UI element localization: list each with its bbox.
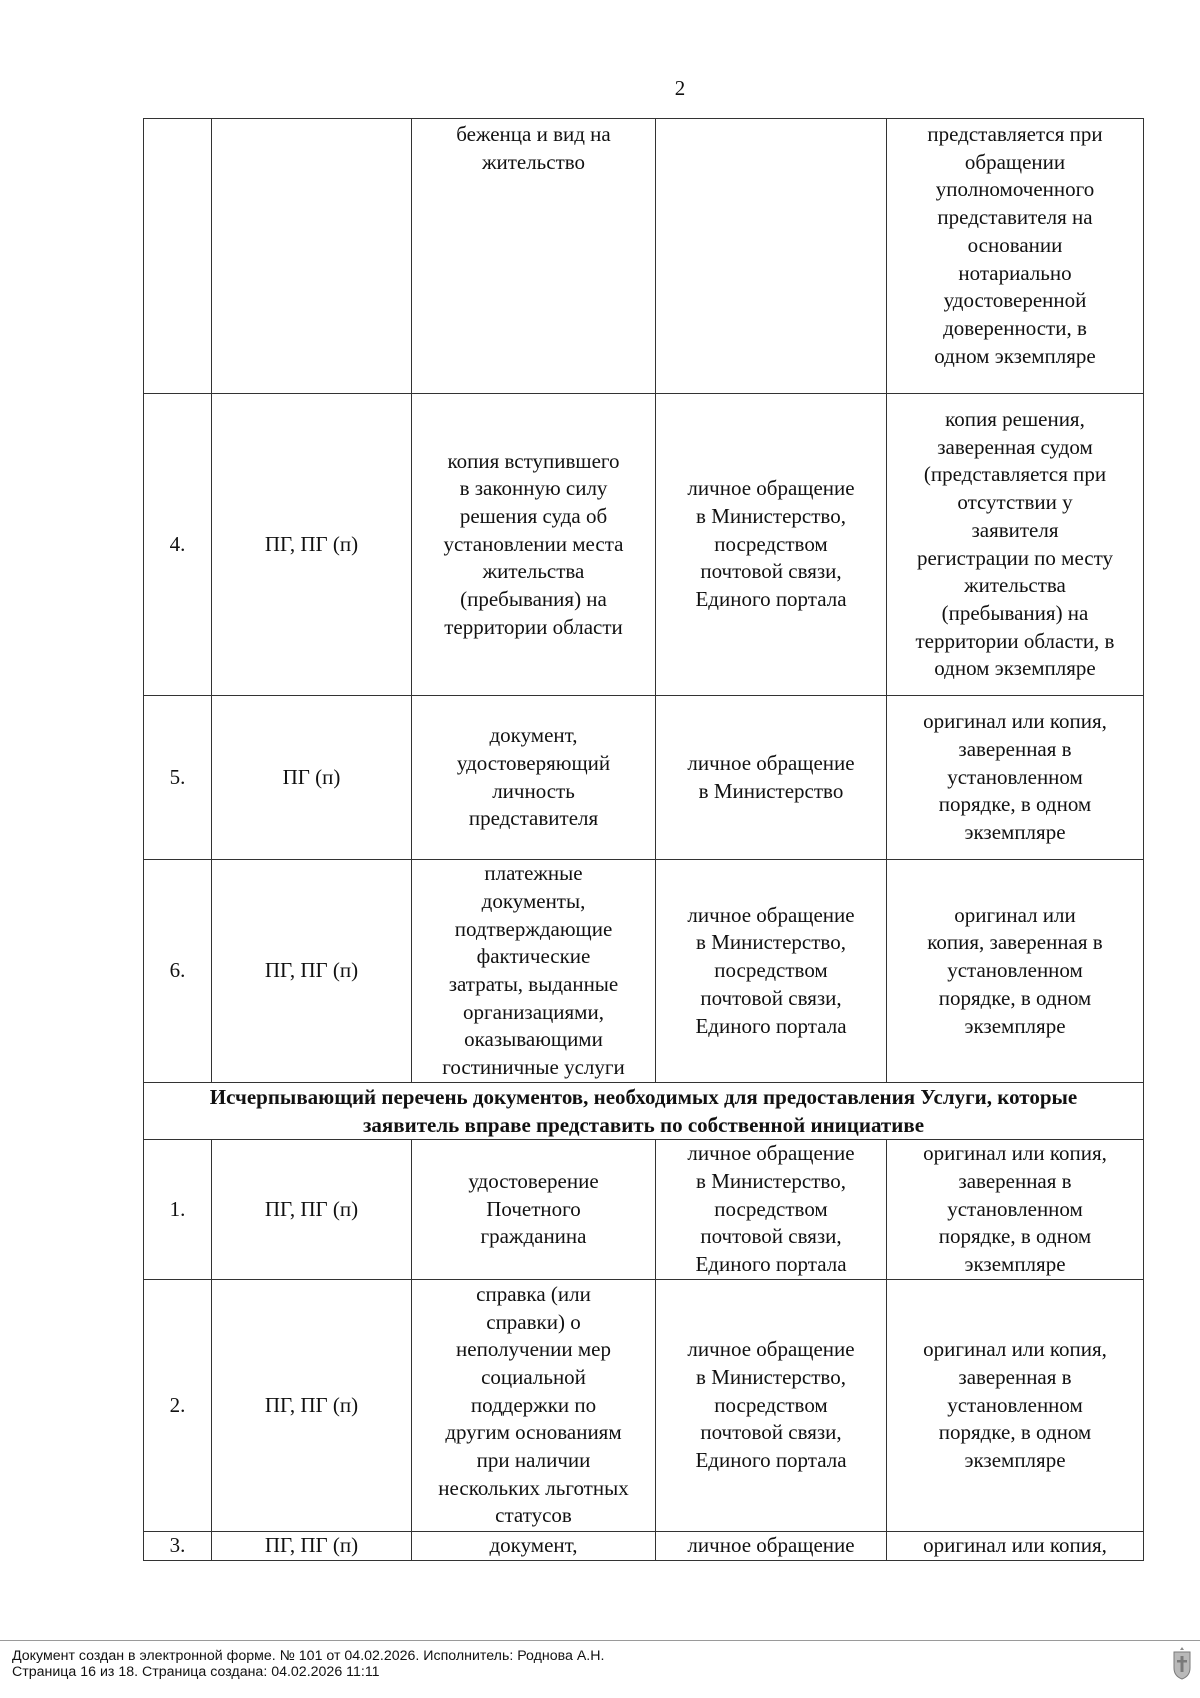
footer-divider (0, 1640, 1200, 1641)
table-row (144, 860, 1144, 1083)
table-row (144, 1280, 1144, 1532)
submission-method-text: личное обращение в Министерство, посредством почтовой связи, Единого портала (687, 1141, 855, 1277)
submission-method-cell (656, 1532, 887, 1561)
document-name-cell (412, 394, 656, 696)
submission-method-cell (656, 119, 887, 394)
document-name-text: копия вступившего в законную силу решения суда об установлении места жительства (пребывания) на территории области (443, 448, 624, 639)
row-number-cell: 3. (144, 1532, 212, 1561)
document-form-cell (887, 1280, 1144, 1532)
document-form-text: оригинал или копия, заверенная в установленном порядке, в одном экземпляре (927, 902, 1103, 1038)
document-name-cell (412, 696, 656, 860)
document-name-cell (412, 119, 656, 394)
submission-method-text: личное обращение (687, 1533, 855, 1558)
applicant-category-cell (212, 119, 412, 394)
document-name-text: документ, удостоверяющий личность представителя (456, 723, 611, 831)
applicant-category-cell: ПГ (п) (212, 696, 412, 860)
row-number-cell: 4. (144, 394, 212, 696)
footer-page-info: Страница 16 из 18. Страница создана: 04.02.2026 11:11 (12, 1664, 380, 1680)
submission-method-cell (656, 1280, 887, 1532)
submission-method-cell (656, 1140, 887, 1280)
document-name-cell (412, 1140, 656, 1280)
table-row (144, 696, 1144, 860)
documents-table (143, 118, 1144, 1561)
document-form-text: представляется при обращении уполномоченного представителя на основании нотариально удостоверенной доверенности, в одном экземпляре (927, 122, 1103, 368)
document-form-text: оригинал или копия, заверенная в установленном порядке, в одном экземпляре (923, 1337, 1107, 1473)
table-row (144, 1140, 1144, 1280)
applicant-category-cell: ПГ, ПГ (п) (212, 860, 412, 1083)
document-form-cell (887, 1140, 1144, 1280)
document-form-text: оригинал или копия, заверенная в установленном порядке, в одном экземпляре (923, 1141, 1107, 1277)
document-name-cell (412, 1280, 656, 1532)
table-row (144, 394, 1144, 696)
submission-method-cell (656, 696, 887, 860)
row-number-cell: 5. (144, 696, 212, 860)
applicant-category-cell: ПГ, ПГ (п) (212, 1280, 412, 1532)
submission-method-text: личное обращение в Министерство (687, 750, 855, 803)
document-form-cell (887, 1532, 1144, 1561)
document-name-text: платежные документы, подтверждающие фактические затраты, выданные организациями, оказывающими гостиничные услуги (442, 861, 625, 1080)
applicant-category-cell: ПГ, ПГ (п) (212, 1532, 412, 1561)
document-form-text: копия решения, заверенная судом (представляется при отсутствии у заявителя регистрации по месту жительства (пребывания) на территории области, в одном экземпляре (915, 406, 1115, 681)
row-number-cell: 2. (144, 1280, 212, 1532)
document-form-cell (887, 119, 1144, 394)
document-form-cell (887, 860, 1144, 1083)
coat-of-arms-icon (1172, 1646, 1192, 1680)
applicant-category-cell: ПГ, ПГ (п) (212, 394, 412, 696)
applicant-category-cell: ПГ, ПГ (п) (212, 1140, 412, 1280)
page-number: 2 (674, 76, 686, 100)
document-form-cell (887, 696, 1144, 860)
table-row (144, 1532, 1144, 1561)
submission-method-text: личное обращение в Министерство, посредством почтовой связи, Единого портала (687, 902, 855, 1038)
document-name-cell (412, 860, 656, 1083)
document-name-text: удостоверение Почетного гражданина (468, 1168, 599, 1249)
document-name-text: документ, (489, 1533, 578, 1558)
document-name-text: беженца и вид на жительство (456, 122, 611, 174)
row-number-cell: 1. (144, 1140, 212, 1280)
document-footer (12, 1648, 604, 1680)
submission-method-cell (656, 394, 887, 696)
submission-method-cell (656, 860, 887, 1083)
footer-creation-info: Документ создан в электронной форме. № 101 от 04.02.2026. Исполнитель: Роднова А.Н. (12, 1648, 605, 1664)
section-heading: Исчерпывающий перечень документов, необходимых для предоставления Услуги, которые заявитель вправе представить по собственной инициативе (144, 1083, 1144, 1140)
row-number-cell: 6. (144, 860, 212, 1083)
document-name-cell (412, 1532, 656, 1561)
document-form-cell (887, 394, 1144, 696)
row-number-cell (144, 119, 212, 394)
document-name-text: справка (или справки) о неполучении мер социальной поддержки по другим основаниям при наличии нескольких льготных статусов (438, 1281, 629, 1528)
document-form-text: оригинал или копия, (923, 1533, 1107, 1558)
document-form-text: оригинал или копия, заверенная в установленном порядке, в одном экземпляре (923, 709, 1107, 845)
submission-method-text: личное обращение в Министерство, посредством почтовой связи, Единого портала (687, 1337, 855, 1473)
section-heading-row (144, 1083, 1144, 1140)
table-row (144, 119, 1144, 394)
submission-method-text: личное обращение в Министерство, посредством почтовой связи, Единого портала (687, 476, 855, 612)
